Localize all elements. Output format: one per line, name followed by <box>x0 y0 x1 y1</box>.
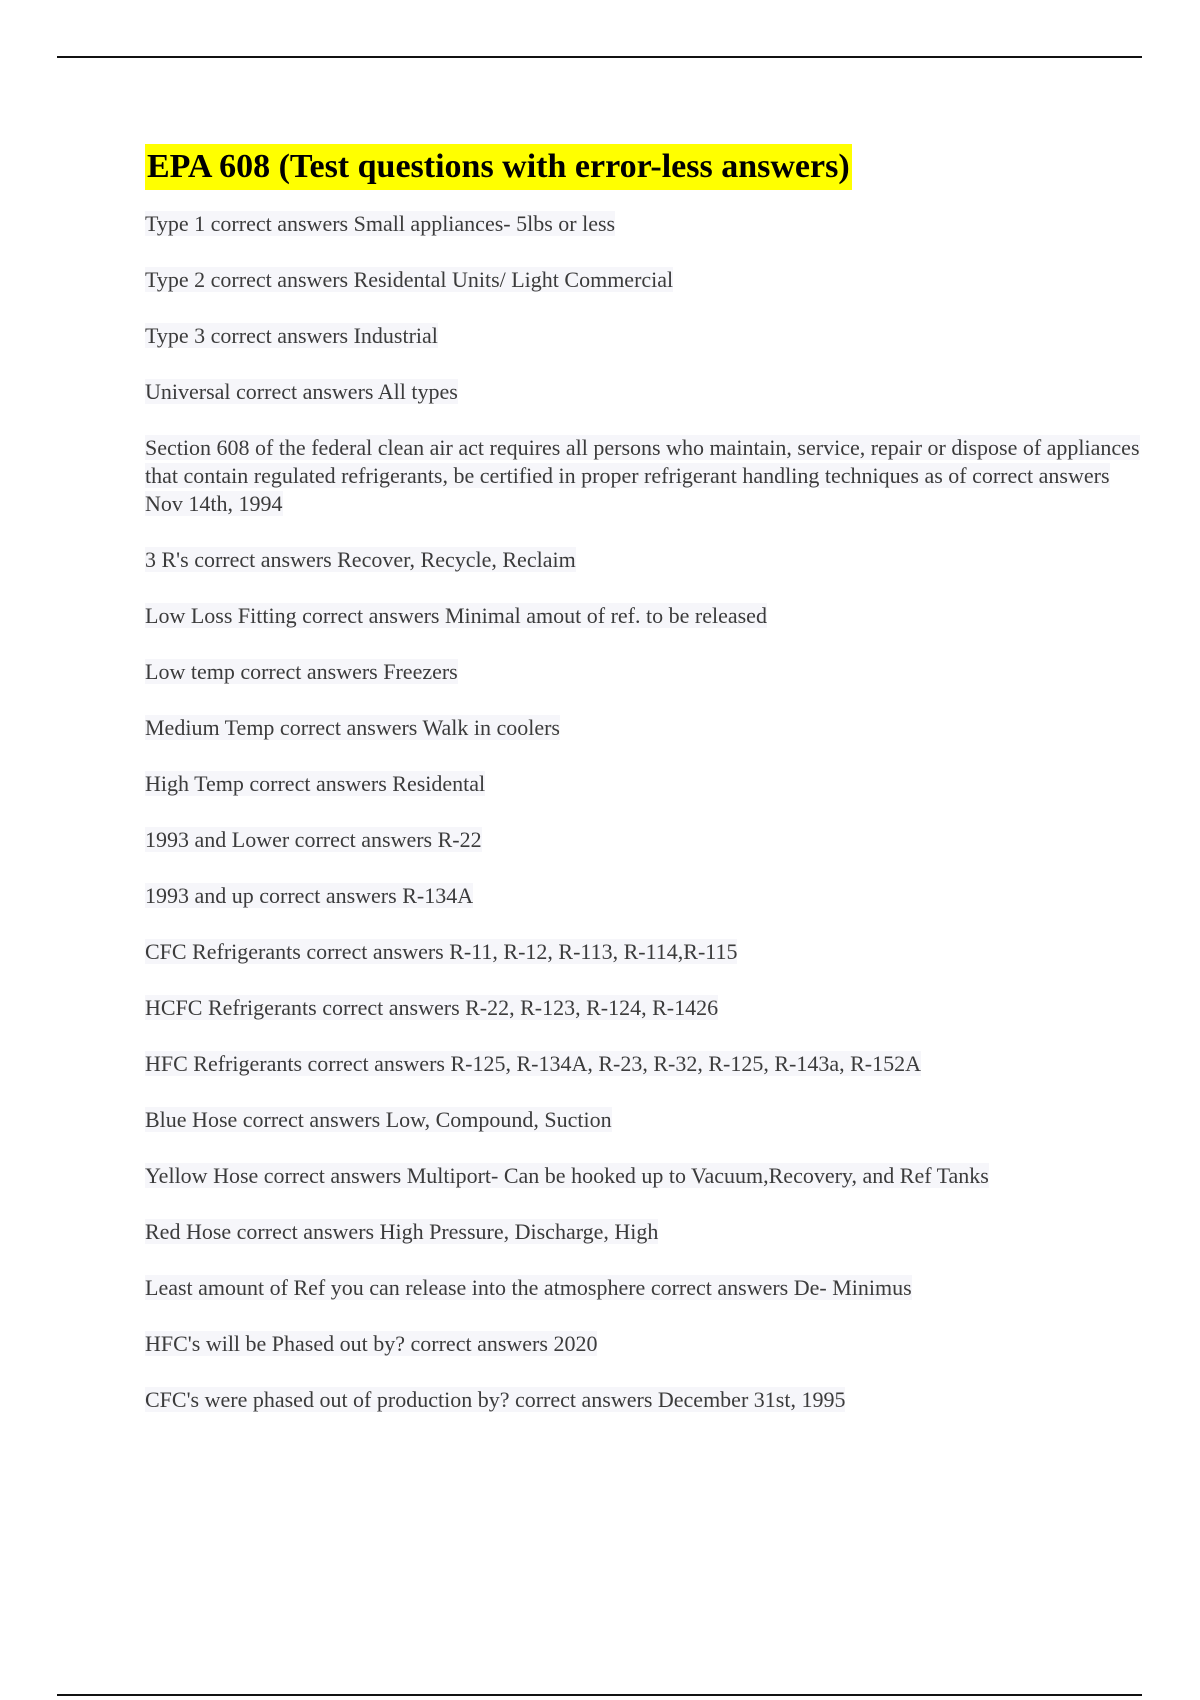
qa-text: Low temp correct answers Freezers <box>145 659 458 684</box>
qa-item-type-3 <box>145 322 1145 350</box>
qa-text: Universal correct answers All types <box>145 379 458 404</box>
qa-text: 3 R's correct answers Recover, Recycle, Reclaim <box>145 547 576 572</box>
qa-text: Type 1 correct answers Small appliances- 5lbs or less <box>145 211 616 236</box>
qa-item-type-1 <box>145 210 1145 238</box>
qa-text: HFC Refrigerants correct answers R-125, R-134A, R-23, R-32, R-125, R-143a, R-152A <box>145 1051 921 1076</box>
qa-item-universal <box>145 378 1145 406</box>
qa-item-cfc <box>145 938 1145 966</box>
qa-item-medium-temp <box>145 714 1145 742</box>
qa-item-hcfc <box>145 994 1145 1022</box>
qa-text: Red Hose correct answers High Pressure, Discharge, High <box>145 1219 659 1244</box>
qa-list <box>145 210 1145 1442</box>
qa-text: Type 2 correct answers Residental Units/ Light Commercial <box>145 267 674 292</box>
qa-item-hfc-phase-out <box>145 1330 1145 1358</box>
qa-text: Medium Temp correct answers Walk in coolers <box>145 715 560 740</box>
qa-text: CFC's were phased out of production by? correct answers December 31st, 1995 <box>145 1387 846 1412</box>
qa-text: CFC Refrigerants correct answers R-11, R-12, R-113, R-114,R-115 <box>145 939 738 964</box>
qa-text: Section 608 of the federal clean air act requires all persons who maintain, service, repair or dispose of appliances that contain regulated refrigerants, be certified in proper refrigerant handling techniques as of correct answers Nov 14th, 1994 <box>145 435 1140 516</box>
qa-item-section-608 <box>145 434 1145 518</box>
qa-item-red-hose <box>145 1218 1145 1246</box>
qa-text: Least amount of Ref you can release into the atmosphere correct answers De- Minimus <box>145 1275 912 1300</box>
qa-text: Type 3 correct answers Industrial <box>145 323 438 348</box>
qa-item-blue-hose <box>145 1106 1145 1134</box>
qa-item-high-temp <box>145 770 1145 798</box>
qa-item-1993-up <box>145 882 1145 910</box>
header-rule <box>57 56 1142 58</box>
qa-item-1993-lower <box>145 826 1145 854</box>
qa-item-3-rs <box>145 546 1145 574</box>
qa-text: HFC's will be Phased out by? correct answers 2020 <box>145 1331 598 1356</box>
qa-text: Blue Hose correct answers Low, Compound, Suction <box>145 1107 612 1132</box>
document-title: EPA 608 (Test questions with error-less answers) <box>145 144 852 190</box>
qa-text: HCFC Refrigerants correct answers R-22, R-123, R-124, R-1426 <box>145 995 719 1020</box>
qa-item-yellow-hose <box>145 1162 1145 1190</box>
qa-item-low-loss-fitting <box>145 602 1145 630</box>
qa-text: Yellow Hose correct answers Multiport- Can be hooked up to Vacuum,Recovery, and Ref Tanks <box>145 1163 989 1188</box>
qa-item-hfc <box>145 1050 1145 1078</box>
footer-rule <box>57 1694 1142 1696</box>
qa-text: Low Loss Fitting correct answers Minimal amout of ref. to be released <box>145 603 767 628</box>
qa-text: 1993 and Lower correct answers R-22 <box>145 827 482 852</box>
qa-item-cfc-phase-out <box>145 1386 1145 1414</box>
qa-text: High Temp correct answers Residental <box>145 771 486 796</box>
qa-item-type-2 <box>145 266 1145 294</box>
qa-text: 1993 and up correct answers R-134A <box>145 883 474 908</box>
qa-item-low-temp <box>145 658 1145 686</box>
qa-item-de-minimus <box>145 1274 1145 1302</box>
